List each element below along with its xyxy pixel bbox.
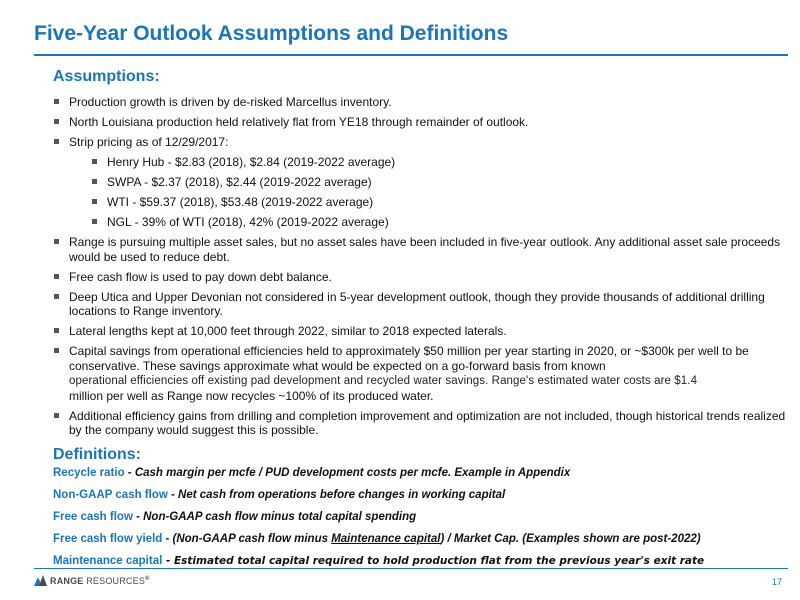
bullet-icon — [54, 294, 59, 299]
bullet-icon — [54, 413, 59, 418]
bullet-icon — [54, 139, 59, 144]
bullet-icon — [54, 328, 59, 333]
logo-registered-mark: ® — [145, 575, 150, 582]
title-divider — [34, 54, 788, 56]
definition-free-cash-flow-yield: Free cash flow yield - (Non-GAAP cash flow minus Maintenance capital) / Market Cap. (Examples shown are post-2022) — [53, 533, 701, 545]
list-item: Production growth is driven by de-risked Marcellus inventory. — [53, 95, 788, 110]
list-item: Deep Utica and Upper Devonian not considered in 5-year development outlook, though they provide thousands of additional drilling locations to Range inventory. — [53, 290, 788, 319]
logo-text-bold: RANGE — [50, 575, 84, 586]
assumptions-heading: Assumptions: — [53, 68, 160, 85]
definitions-heading: Definitions: — [53, 446, 141, 463]
list-item: Lateral lengths kept at 10,000 feet through 2022, similar to 2018 expected laterals. — [53, 324, 788, 339]
bullet-icon — [92, 199, 97, 204]
definition-free-cash-flow: Free cash flow - Non-GAAP cash flow minus total capital spending — [53, 511, 417, 523]
page-title: Five-Year Outlook Assumptions and Definitions — [34, 22, 509, 45]
list-item: Free cash flow is used to pay down debt balance. — [53, 270, 788, 285]
bullet-icon — [54, 348, 59, 353]
sub-list-item: WTI - $59.37 (2018), $53.48 (2019-2022 average) — [53, 195, 788, 210]
bullet-icon — [92, 179, 97, 184]
bullet-icon — [92, 159, 97, 164]
list-item: Capital savings from operational efficiencies held to approximately $50 million per year starting in 2020, or ~$300k per well to be conservative. These savings approximate what would be expected on a go-forward basis from known operational efficiencies off existing pad development and recycled water savings. Range's estimated water costs are $1.4 million per well as Range now recycles ~100% of its produced water. — [53, 344, 788, 403]
assumptions-list — [53, 95, 788, 443]
definition-maintenance-capital: Maintenance capital - Estimated total capital required to hold production flat from the previous year's exit rate — [53, 555, 705, 567]
bullet-icon — [54, 119, 59, 124]
list-item: Range is pursuing multiple asset sales, but no asset sales have been included in five-year outlook. Any additional asset sale proceeds would be used to reduce debt. — [53, 235, 788, 264]
sub-list-item: NGL - 39% of WTI (2018), 42% (2019-2022 average) — [53, 215, 788, 230]
company-logo — [34, 575, 150, 586]
logo-text-rest: RESOURCES — [83, 575, 146, 586]
bullet-icon — [54, 274, 59, 279]
list-item: North Louisiana production held relatively flat from YE18 through remainder of outlook. — [53, 115, 788, 130]
page-number: 17 — [771, 577, 782, 587]
maintenance-capital-link[interactable]: Maintenance capital — [331, 533, 441, 545]
definition-recycle-ratio: Recycle ratio - Cash margin per mcfe / PUD development costs per mcfe. Example in Appendix — [53, 467, 571, 479]
bullet-icon — [54, 99, 59, 104]
sub-list-item: SWPA - $2.37 (2018), $2.44 (2019-2022 average) — [53, 175, 788, 190]
footer-divider — [34, 568, 788, 569]
bullet-icon — [54, 239, 59, 244]
definitions-list — [53, 466, 793, 576]
bullet-icon — [92, 219, 97, 224]
list-item: Additional efficiency gains from drilling and completion improvement and optimization are not included, though historical trends realized by the company would suggest this is possible. — [53, 409, 788, 438]
definition-non-gaap-cash-flow: Non-GAAP cash flow - Net cash from operations before changes in working capital — [53, 489, 506, 501]
sub-list-item: Henry Hub - $2.83 (2018), $2.84 (2019-2022 average) — [53, 155, 788, 170]
range-resources-logo-icon — [34, 575, 47, 586]
list-item: Strip pricing as of 12/29/2017: — [53, 135, 788, 150]
